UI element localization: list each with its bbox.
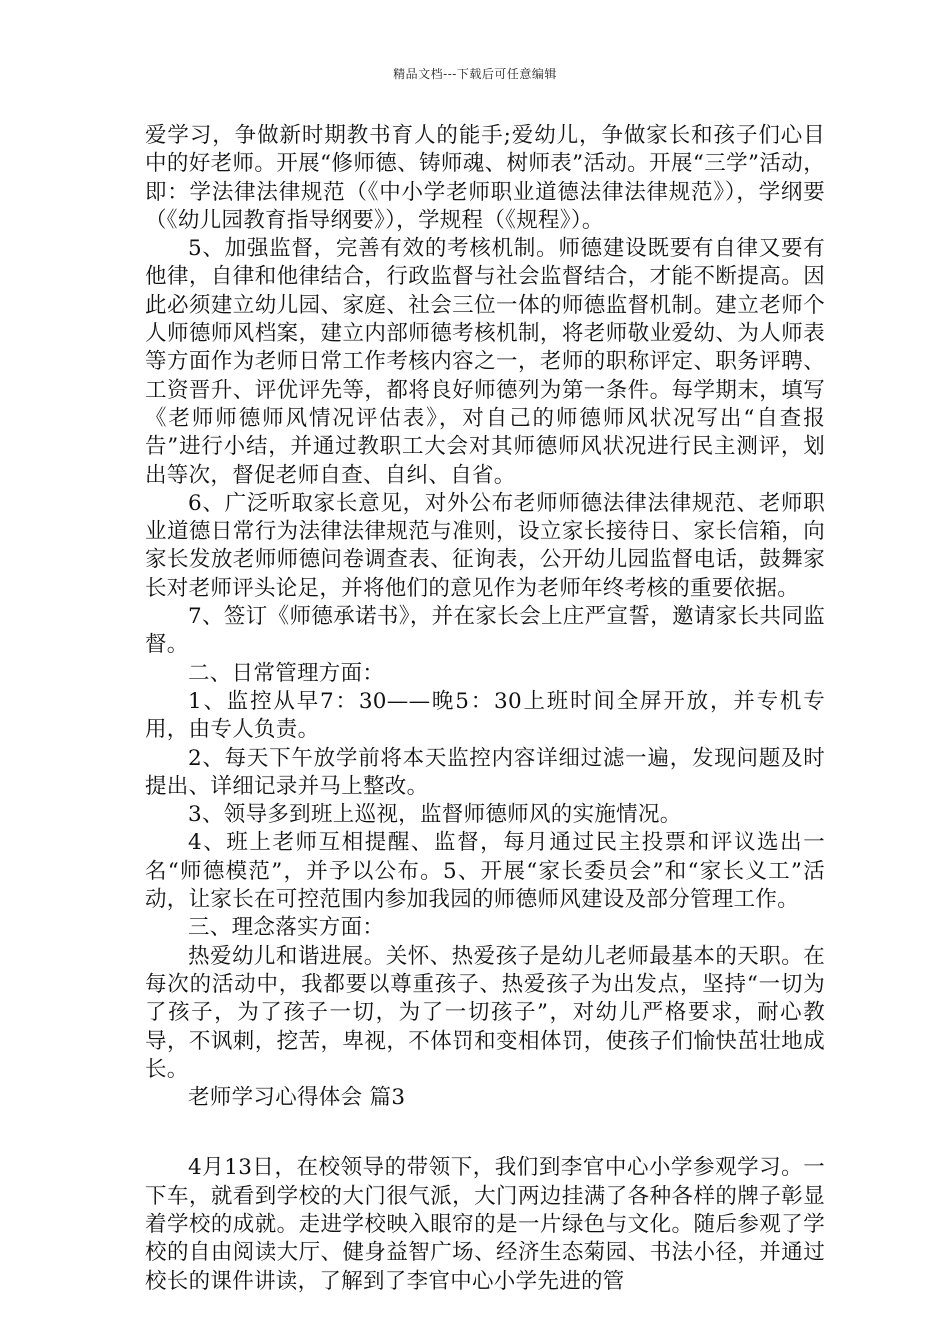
paragraph-pledge: 7、签订《师德承诺书》，并在家长会上庄严宣誓，邀请家长共同监督。	[145, 604, 825, 658]
paragraph-parent-feedback: 6、广泛听取家长意见，对外公布老师师德法律法律规范、老师职业道德日常行为法律法律规范与准则，设立家长接待日、家长信箱，向家长发放老师师德问卷调查表、征询表，公开幼儿园监督电话，鼓舞家长对老师评头论足，并将他们的意见作为老师年终考核的重要依据。	[145, 490, 825, 601]
paragraph-love-children: 热爱幼儿和谐进展。关怀、热爱孩子是幼儿老师最基本的天职。在每次的活动中，我都要以尊重孩子、热爱孩子为出发点，坚持“一切为了孩子，为了孩子一切，为了一切孩子”，对幼儿严格要求，耐心教导，不讽刺，挖苦，卑视，不体罚和变相体罚，使孩子们愉快茁壮地成长。	[145, 943, 825, 1082]
document-body	[145, 122, 825, 1296]
paragraph-monitoring: 1、监控从早7：30——晚5：30上班时间全屏开放，并专机专用，由专人负责。	[145, 688, 825, 743]
paragraph-inspection: 3、领导多到班上巡视，监督师德师风的实施情况。	[188, 802, 682, 828]
blank-line	[145, 1112, 825, 1154]
paragraph-daily-review: 2、每天下午放学前将本天监控内容详细过滤一遍，发现问题及时提出、详细记录并马上整改。	[145, 745, 825, 799]
paragraph-continuation: 爱学习，争做新时期教书育人的能手;爱幼儿，争做家长和孩子们心目中的好老师。开展“修师德、铸师魂、树师表”活动。开展“三学”活动，即：学法律法律规范（《中小学老师职业道德法律法律规范》），学纲要（《幼儿园教育指导纲要》），学规程（《规程》）。	[145, 123, 825, 233]
paragraph-supervision: 5、加强监督，完善有效的考核机制。师德建设既要有自律又要有他律，自律和他律结合，行政监督与社会监督结合，才能不断提高。因此必须建立幼儿园、家庭、社会三位一体的师德监督机制。建立老师个人师德师风档案，建立内部师德考核机制，将老师敬业爱幼、为人师表等方面作为老师日常工作考核内容之一，老师的职称评定、职务评聘、工资晋升、评优评先等，都将良好师德列为第一条件。每学期末，填写《老师师德师风情况评估表》，对自己的师德师风状况写出“自查报告”进行小结，并通过教职工大会对其师德师风状况进行民主测评，划出等次，督促老师自查、自纠、自省。	[145, 236, 825, 488]
section-heading-philosophy: 三、理念落实方面：	[188, 915, 385, 941]
article-title: 老师学习心得体会 篇3	[188, 1085, 406, 1111]
paragraph-visit: 4月13日，在校领导的带领下，我们到李官中心小学参观学习。一下车，就看到学校的大门很气派，大门两边挂满了各种各样的牌子彰显着学校的成就。走进学校映入眼帘的是一片绿色与文化。随后参观了学校的自由阅读大厅、健身益智广场、经济生态菊园、书法小径，并通过校长的课件讲读，了解到了李官中心小学先进的管	[145, 1155, 825, 1294]
paragraph-mutual-reminder: 4、班上老师互相提醒、监督，每月通过民主投票和评议选出一名“师德模范”，并予以公布。5、开展“家长委员会”和“家长义工”活动，让家长在可控范围内参加我园的师德师风建设及部分管理工作。	[145, 830, 825, 913]
page-header: 精品文档---下载后可任意编辑	[393, 67, 557, 81]
section-heading-daily-management: 二、日常管理方面：	[188, 660, 385, 686]
